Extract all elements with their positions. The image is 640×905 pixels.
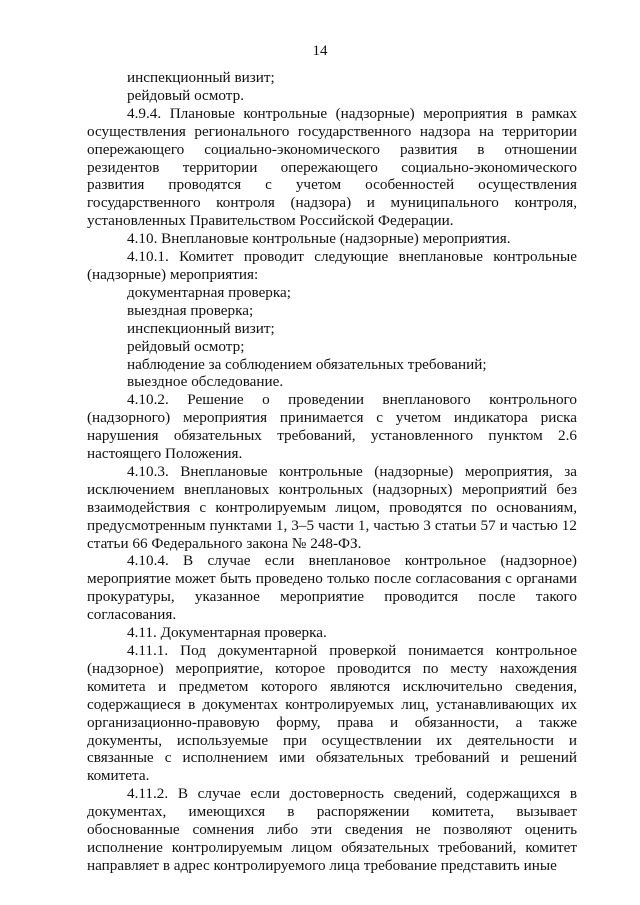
paragraph: 4.10.2. Решение о проведении внепланового контрольного (надзорного) мероприятия принимается с учетом индикатора риска нарушения обязательных требований, установленного пунктом 2.6 настоящего Положения. — [87, 391, 577, 463]
page-number: 14 — [312, 43, 328, 59]
paragraph: инспекционный визит; — [127, 319, 275, 337]
paragraph: выездная проверка; — [127, 301, 254, 319]
paragraph: инспекционный визит; — [127, 69, 275, 86]
paragraph: рейдовый осмотр; — [127, 337, 245, 355]
paragraph: выездное обследование. — [127, 373, 284, 391]
paragraph: 4.10.1. Комитет проводит следующие внеплановые контрольные (надзорные) мероприятия: — [87, 248, 577, 283]
paragraph: 4.11.2. В случае если достоверность сведений, содержащихся в документах, имеющихся в распоряжении комитета, вызывает обоснованные сомнения либо эти сведения не позволяют оценить исполнение контролируемым лицом обязательных требований, комитет направляет в адрес контролируемого лица требование представить иные — [87, 785, 577, 874]
paragraph: наблюдение за соблюдением обязательных требований; — [127, 355, 487, 373]
document-body — [87, 69, 577, 875]
paragraph: 4.10.4. В случае если внеплановое контрольное (надзорное) мероприятие может быть проведено только после согласования с органами прокуратуры, указанное мероприятие проводится после такого согласования. — [87, 552, 577, 624]
paragraph: 4.10.3. Внеплановые контрольные (надзорные) мероприятия, за исключением внеплановых контрольных (надзорных) мероприятий без взаимодействия с контролируемым лицом, проводятся по основаниям, предусмотренным пунктами 1, 3–5 части 1, частью 3 статьи 57 и частью 12 статьи 66 Федерального закона № 248-ФЗ. — [87, 462, 577, 552]
paragraph: документарная проверка; — [127, 283, 292, 301]
paragraph: 4.11.1. Под документарной проверкой понимается контрольное (надзорное) мероприятие, которое проводится по месту нахождения комитета и предметом которого являются исключительно сведения, содержащиеся в документах контролируемых лиц, устанавливающих их организационно-правовую форму, права и обязанности, а также документы, используемые при осуществлении их деятельности и связанные с исполнением ими обязательных требований и решений комитета. — [87, 642, 577, 785]
paragraph: 4.10. Внеплановые контрольные (надзорные) мероприятия. — [127, 230, 511, 248]
paragraph: 4.9.4. Плановые контрольные (надзорные) мероприятия в рамках осуществления регионального государственного надзора на территории опережающего социально-экономического развития в отношении резидентов территории опережающего социально-экономического развития проводятся с учетом особенностей осуществления государственного контроля (надзора) и муниципального контроля, установленных Правительством Российской Федерации. — [87, 104, 577, 230]
paragraph: 4.11. Документарная проверка. — [127, 624, 327, 642]
paragraph: рейдовый осмотр. — [127, 86, 245, 104]
